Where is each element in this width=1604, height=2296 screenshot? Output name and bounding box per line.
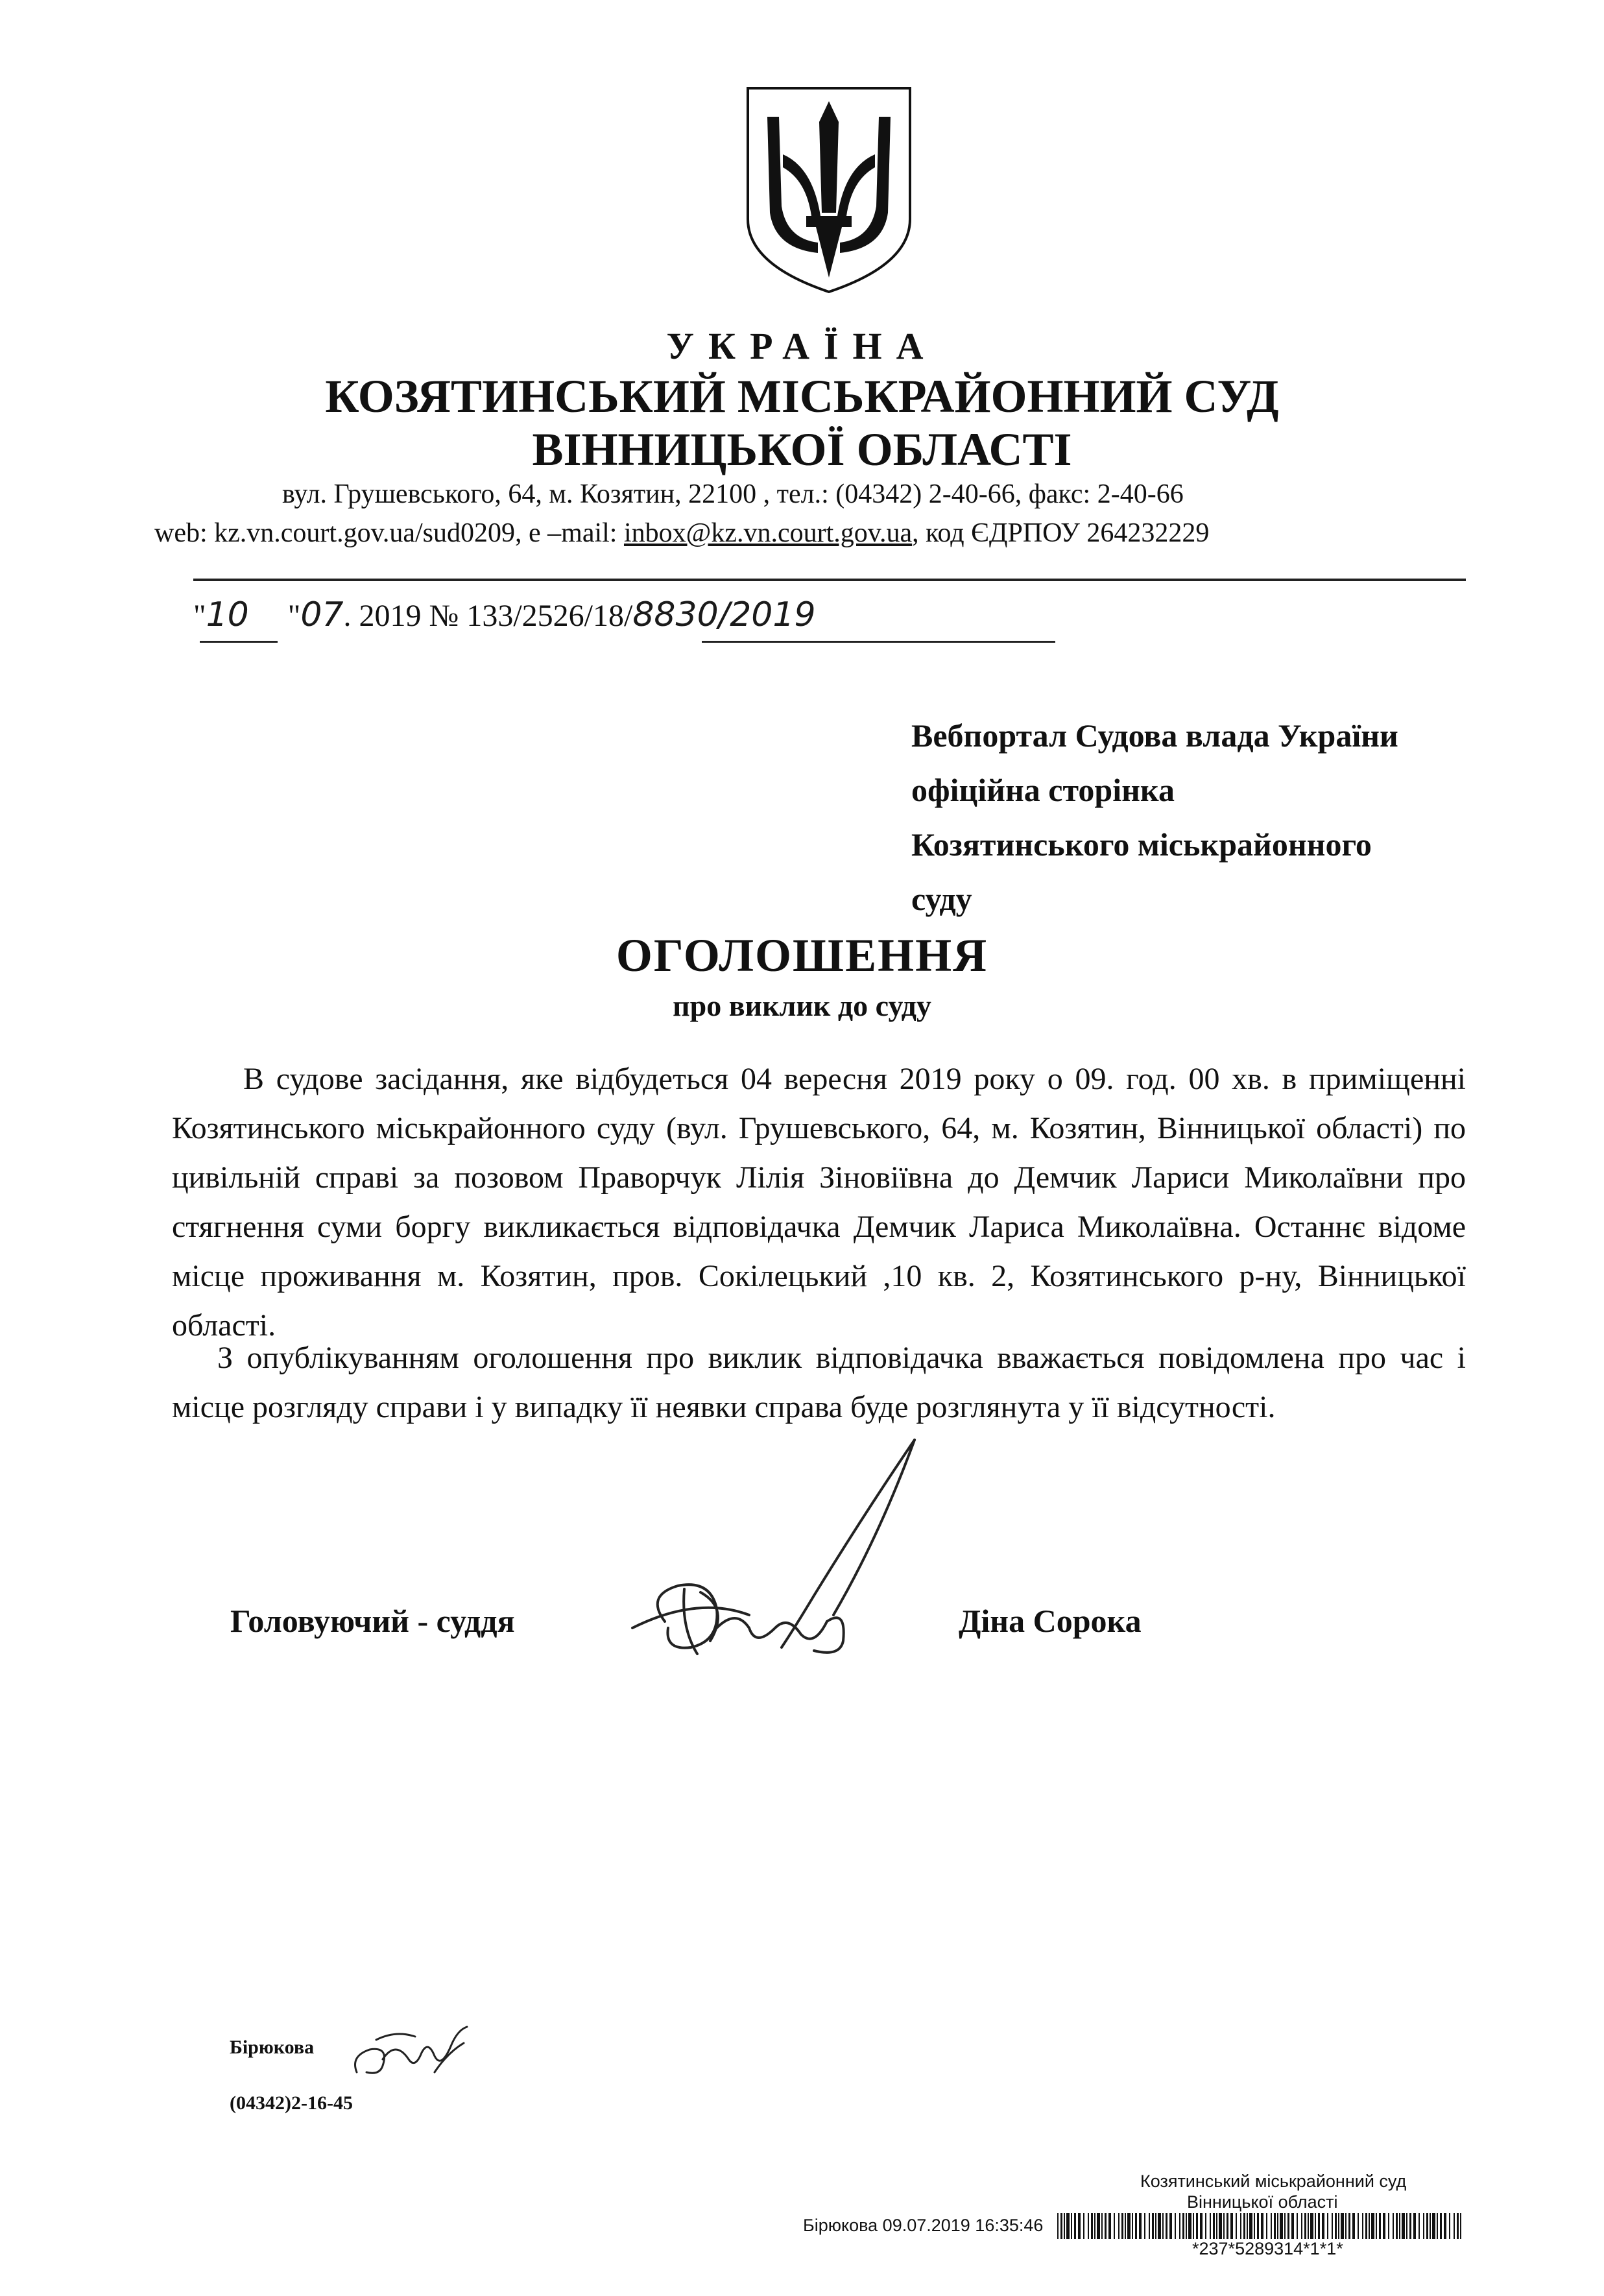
executor-signature-icon [344, 2020, 480, 2079]
ref-number-underline [702, 641, 1055, 643]
barcode-bar [1182, 2213, 1184, 2239]
recipient-line3: Козятинського міськрайонного [911, 826, 1372, 863]
recipient-line1: Вебпортал Судова влада України [911, 717, 1398, 754]
barcode-bar [1078, 2213, 1081, 2239]
barcode-bar [1227, 2213, 1228, 2239]
barcode-bar [1121, 2213, 1123, 2239]
court-contacts [154, 518, 1209, 549]
coat-of-arms-icon [741, 83, 916, 297]
judge-signature-icon [619, 1433, 931, 1686]
barcode-bar [1230, 2213, 1233, 2239]
barcode-code: *237*5289314*1*1* [1192, 2239, 1343, 2258]
barcode-bar [1280, 2213, 1283, 2239]
barcode-bar [1097, 2213, 1100, 2239]
barcode-bar [1454, 2213, 1455, 2239]
barcode-bar [1240, 2213, 1241, 2239]
barcode-bar [1066, 2213, 1070, 2239]
email-link[interactable]: inbox@kz.vn.court.gov.ua [623, 518, 913, 548]
barcode-bar [1144, 2213, 1145, 2239]
header-divider [193, 579, 1466, 581]
barcode-bar [1362, 2213, 1363, 2239]
barcode-bar [1423, 2213, 1424, 2239]
barcode-bar [1432, 2213, 1435, 2239]
barcode-bar [1399, 2213, 1400, 2239]
barcode-bar [1219, 2213, 1222, 2239]
barcode-bar [1057, 2213, 1059, 2239]
executor-phone: (04342)2-16-45 [230, 2092, 353, 2114]
barcode-bar [1266, 2213, 1267, 2239]
barcode-icon [1057, 2213, 1466, 2239]
barcode-bar [1430, 2213, 1431, 2239]
recipient-block [911, 708, 1398, 926]
ref-number-label: № [429, 599, 459, 633]
barcode-bar [1388, 2213, 1389, 2239]
barcode-bar [1261, 2213, 1263, 2239]
barcode-bar [1108, 2213, 1111, 2239]
barcode-bar [1322, 2213, 1324, 2239]
signer-role: Головуючий - суддя [230, 1603, 515, 1639]
barcode-bar [1105, 2213, 1107, 2239]
barcode-bar [1118, 2213, 1119, 2239]
barcode-bar [1291, 2213, 1294, 2239]
barcode-bar [1216, 2213, 1217, 2239]
barcode-bar [1243, 2213, 1245, 2239]
barcode-bar [1064, 2213, 1065, 2239]
ref-month: 07 [300, 595, 344, 634]
barcode-bar [1257, 2213, 1259, 2239]
barcode-bar [1139, 2213, 1142, 2239]
barcode-bar [1127, 2213, 1131, 2239]
barcode-bar [1352, 2213, 1355, 2239]
body-paragraph-1: В судове засідання, яке відбудеться 04 вересня 2019 року о 09. год. 00 хв. в приміщенні Козятинського міськрайонного суду (вул. Грушевського, 64, м. Козятин, Вінницької області) по цивільній справі за позовом Праворчук Лілія Зіновіївна до Демчик Лариси Миколаївни про стягнення суми боргу викликається відповідачка Демчик Лариса Миколаївна. Останнє відоме місце проживання м. Козятин, пров. Сокілецький ,10 кв. 2, Козятинського р-ну, Вінницької області. [172, 1062, 1466, 1343]
court-name-line2: ВІННИЦЬКОЇ ОБЛАСТІ [532, 424, 1072, 475]
barcode-bar [1287, 2213, 1289, 2239]
signer-name: Діна Сорока [959, 1603, 1142, 1639]
barcode-bar [1088, 2213, 1089, 2239]
document-title: ОГОЛОШЕННЯ [616, 929, 988, 981]
registration-stamp: Бірюкова 09.07.2019 16:35:46 [803, 2216, 1044, 2235]
barcode-bar [1402, 2213, 1405, 2239]
executor-name: Бірюкова [230, 2037, 315, 2058]
barcode-bar [1308, 2213, 1309, 2239]
barcode-bar [1125, 2213, 1126, 2239]
ref-year: 2019 [359, 599, 422, 633]
reference-line: "10 "07. 2019 № 133/2526/18/8830/2019 [193, 595, 816, 634]
recipient-line2: офіційна сторінка [911, 772, 1175, 808]
barcode-bar [1457, 2213, 1459, 2239]
barcode-bar [1223, 2213, 1225, 2239]
barcode-bar [1205, 2213, 1206, 2239]
barcode-bar [1169, 2213, 1172, 2239]
barcode-bar [1091, 2213, 1093, 2239]
barcode-bar [1249, 2213, 1252, 2239]
barcode-bar [1271, 2213, 1272, 2239]
barcode-bar [1327, 2213, 1328, 2239]
edrpou-code: , код ЄДРПОУ 264232229 [912, 518, 1210, 548]
ref-number-printed: 133/2526/18/ [466, 599, 633, 633]
barcode-bar [1135, 2213, 1137, 2239]
barcode-bar [1162, 2213, 1164, 2239]
court-address: вул. Грушевського, 64, м. Козятин, 22100 , тел.: (04342) 2-40-66, факс: 2-40-66 [282, 479, 1184, 509]
barcode-bar [1301, 2213, 1302, 2239]
barcode-bar [1393, 2213, 1394, 2239]
barcode-bar [1297, 2213, 1298, 2239]
barcode-bar [1365, 2213, 1367, 2239]
barcode-bar [1074, 2213, 1076, 2239]
barcode-bar [1409, 2213, 1411, 2239]
barcode-bar [1341, 2213, 1344, 2239]
barcode-bar [1437, 2213, 1438, 2239]
barcode-bar [1155, 2213, 1156, 2239]
barcode-bar [1166, 2213, 1167, 2239]
barcode-bar [1247, 2213, 1248, 2239]
barcode-bar [1379, 2213, 1381, 2239]
barcode-bar [1369, 2213, 1370, 2239]
barcode-bar [1332, 2213, 1333, 2239]
barcode-bar [1376, 2213, 1377, 2239]
barcode-bar [1426, 2213, 1428, 2239]
ref-day: 10 [206, 595, 249, 634]
barcode-bar [1277, 2213, 1278, 2239]
barcode-bar [1083, 2213, 1084, 2239]
barcode-bar [1236, 2213, 1237, 2239]
country-heading: УКРАЇНА [666, 325, 938, 367]
barcode-bar [1210, 2213, 1211, 2239]
barcode-bar [1179, 2213, 1180, 2239]
barcode-bar [1338, 2213, 1339, 2239]
barcode-bar [1335, 2213, 1337, 2239]
barcode-bar [1396, 2213, 1398, 2239]
barcode-bar [1315, 2213, 1316, 2239]
registration-court-line2: Вінницької області [1187, 2192, 1338, 2212]
barcode-bar [1152, 2213, 1154, 2239]
barcode-bar [1284, 2213, 1286, 2239]
web-text: web: kz.vn.court.gov.ua/sud0209, e –mail: [154, 518, 624, 548]
barcode-bar [1358, 2213, 1359, 2239]
recipient-line4: суду [911, 881, 972, 917]
barcode-bar [1149, 2213, 1150, 2239]
barcode-bar [1274, 2213, 1276, 2239]
barcode-bar [1406, 2213, 1407, 2239]
barcode-bar [1348, 2213, 1350, 2239]
barcode-bar [1304, 2213, 1306, 2239]
barcode-bar [1345, 2213, 1347, 2239]
barcode-bar [1101, 2213, 1103, 2239]
barcode-bar [1383, 2213, 1385, 2239]
barcode-bar [1213, 2213, 1215, 2239]
barcode-bar [1060, 2213, 1062, 2239]
barcode-bar [1193, 2213, 1194, 2239]
barcode-bar [1071, 2213, 1072, 2239]
barcode-bar [1318, 2213, 1320, 2239]
document-subtitle: про виклик до суду [673, 989, 931, 1022]
barcode-bar [1200, 2213, 1203, 2239]
barcode-bar [1196, 2213, 1198, 2239]
barcode-bar [1158, 2213, 1161, 2239]
barcode-bar [1444, 2213, 1446, 2239]
ref-number-handwritten: 8830/2019 [632, 595, 816, 634]
barcode-bar [1418, 2213, 1420, 2239]
court-name-line1: КОЗЯТИНСЬКИЙ МІСЬКРАЙОННИЙ СУД [325, 370, 1279, 422]
barcode-bar [1175, 2213, 1176, 2239]
barcode-bar [1114, 2213, 1115, 2239]
barcode-bar [1449, 2213, 1450, 2239]
barcode-bar [1440, 2213, 1442, 2239]
body-paragraph-2: З опублікуванням оголошення про виклик відповідачка вважається повідомлена про час і місце розгляду справи і у випадку її неявки справа буде розглянута у її відсутності. [172, 1341, 1466, 1424]
barcode-bar [1132, 2213, 1133, 2239]
barcode-bar [1413, 2213, 1416, 2239]
barcode-bar [1371, 2213, 1374, 2239]
barcode-bar [1310, 2213, 1313, 2239]
barcode-bar [1186, 2213, 1187, 2239]
day-underline [200, 641, 278, 643]
barcode-bar [1254, 2213, 1255, 2239]
barcode-bar [1188, 2213, 1191, 2239]
registration-court-line1: Козятинський міськрайонний суд [1140, 2171, 1407, 2191]
barcode-bar [1460, 2213, 1461, 2239]
barcode-bar [1094, 2213, 1095, 2239]
